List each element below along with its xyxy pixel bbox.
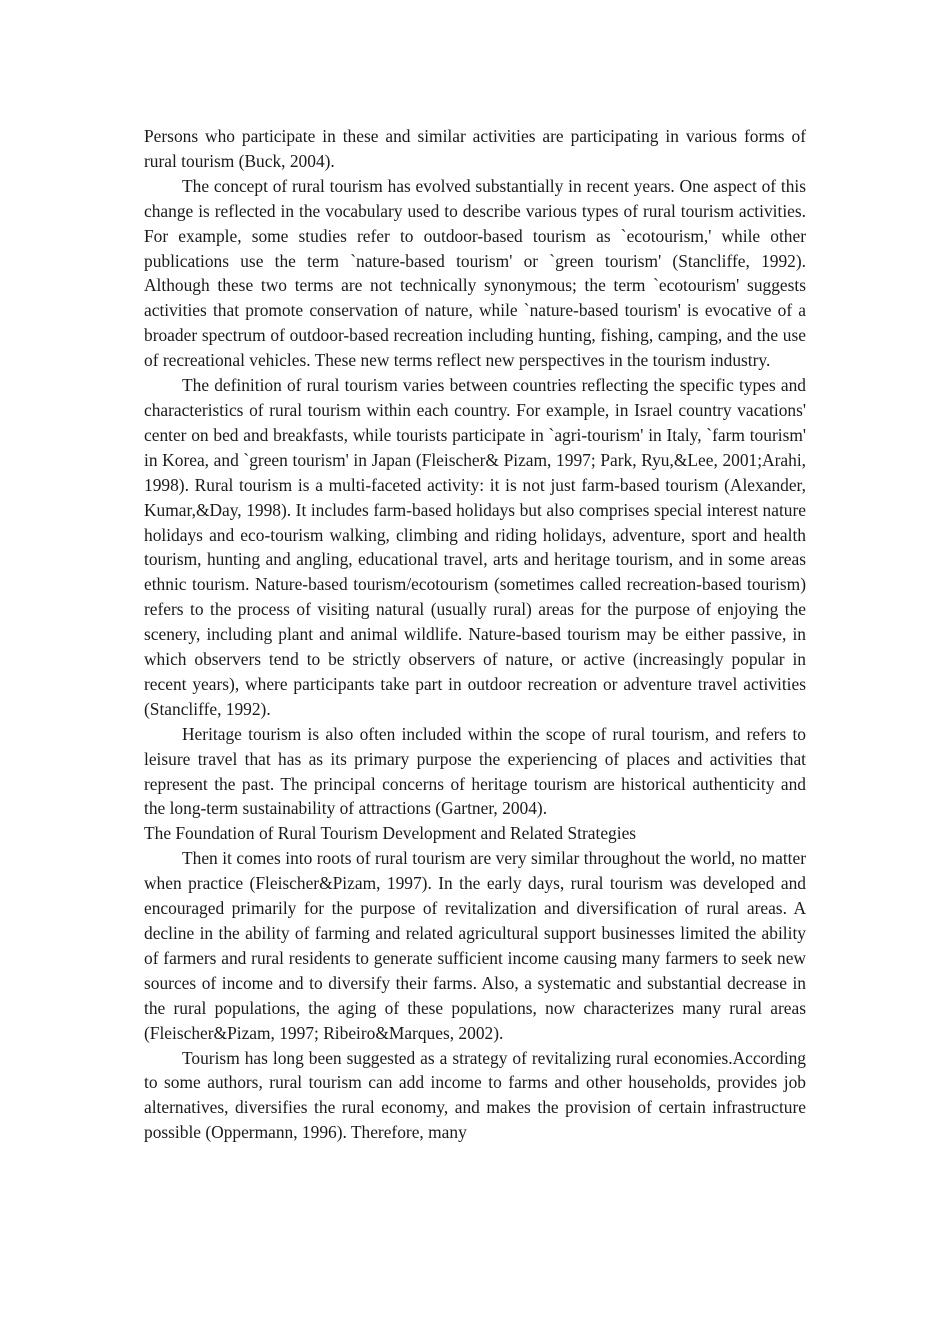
document-page	[144, 124, 806, 1145]
paragraph-concept-of-rural-tourism: The concept of rural tourism has evolved substantially in recent years. One aspect of this change is reflected in the vocabulary used to describe various types of rural tourism activities. For example, some studies refer to outdoor-based tourism as `ecotourism,' while other publications use the term `nature-based tourism' or `green tourism' (Stancliffe, 1992). Although these two terms are not technically synonymous; the term `ecotourism' suggests activities that promote conservation of nature, while `nature-based tourism' is evocative of a broader spectrum of outdoor-based recreation including hunting, fishing, camping, and the use of recreational vehicles. These new terms reflect new perspectives in the tourism industry.	[144, 175, 806, 371]
paragraph-revitalizing-rural-economies: Tourism has long been suggested as a strategy of revitalizing rural economies.According to some authors, rural tourism can add income to farms and other households, provides job alternatives, diversifies the rural economy, and makes the provision of certain infrastructure possible (Oppermann, 1996). Therefore, many	[144, 1047, 806, 1143]
paragraph-roots-of-rural-tourism: Then it comes into roots of rural tourism are very similar throughout the world, no matter when practice (Fleischer&Pizam, 1997). In the early days, rural tourism was developed and encouraged primarily for the purpose of revitalization and diversification of rural areas. A decline in the ability of farming and related agricultural support businesses limited the ability of farmers and rural residents to generate sufficient income causing many farmers to seek new sources of income and to diversify their farms. Also, a systematic and substantial decrease in the rural populations, the aging of these populations, now characterizes many rural areas (Fleischer&Pizam, 1997; Ribeiro&Marques, 2002).	[144, 848, 806, 1043]
section-heading: The Foundation of Rural Tourism Development and Related Strategies	[144, 823, 637, 844]
paragraph-continuation: Persons who participate in these and similar activities are participating in various forms of rural tourism (Buck, 2004).	[144, 126, 806, 171]
paragraph-heritage-tourism: Heritage tourism is also often included within the scope of rural tourism, and refers to leisure travel that has as its primary purpose the experiencing of places and activities that represent the past. The principal concerns of heritage tourism are historical authenticity and the long-term sustainability of attractions (Gartner, 2004).	[144, 723, 806, 819]
paragraph-definition-of-rural-tourism: The definition of rural tourism varies between countries reflecting the specific types and characteristics of rural tourism within each country. For example, in Israel country vacations' center on bed and breakfasts, while tourists participate in `agri-tourism' in Italy, `farm tourism' in Korea, and `green tourism' in Japan (Fleischer& Pizam, 1997; Park, Ryu,&Lee, 2001;Arahi, 1998). Rural tourism is a multi-faceted activity: it is not just farm-based tourism (Alexander, Kumar,&Day, 1998). It includes farm-based holidays but also comprises special interest nature holidays and eco-tourism walking, climbing and riding holidays, adventure, sport and health tourism, hunting and angling, educational travel, arts and heritage tourism, and in some areas ethnic tourism. Nature-based tourism/ecotourism (sometimes called recreation-based tourism) refers to the process of visiting natural (usually rural) areas for the purpose of enjoying the scenery, including plant and animal wildlife. Nature-based tourism may be either passive, in which observers tend to be strictly observers of nature, or active (increasingly popular in recent years), where participants take part in outdoor recreation or adventure travel activities (Stancliffe, 1992).	[144, 375, 806, 719]
